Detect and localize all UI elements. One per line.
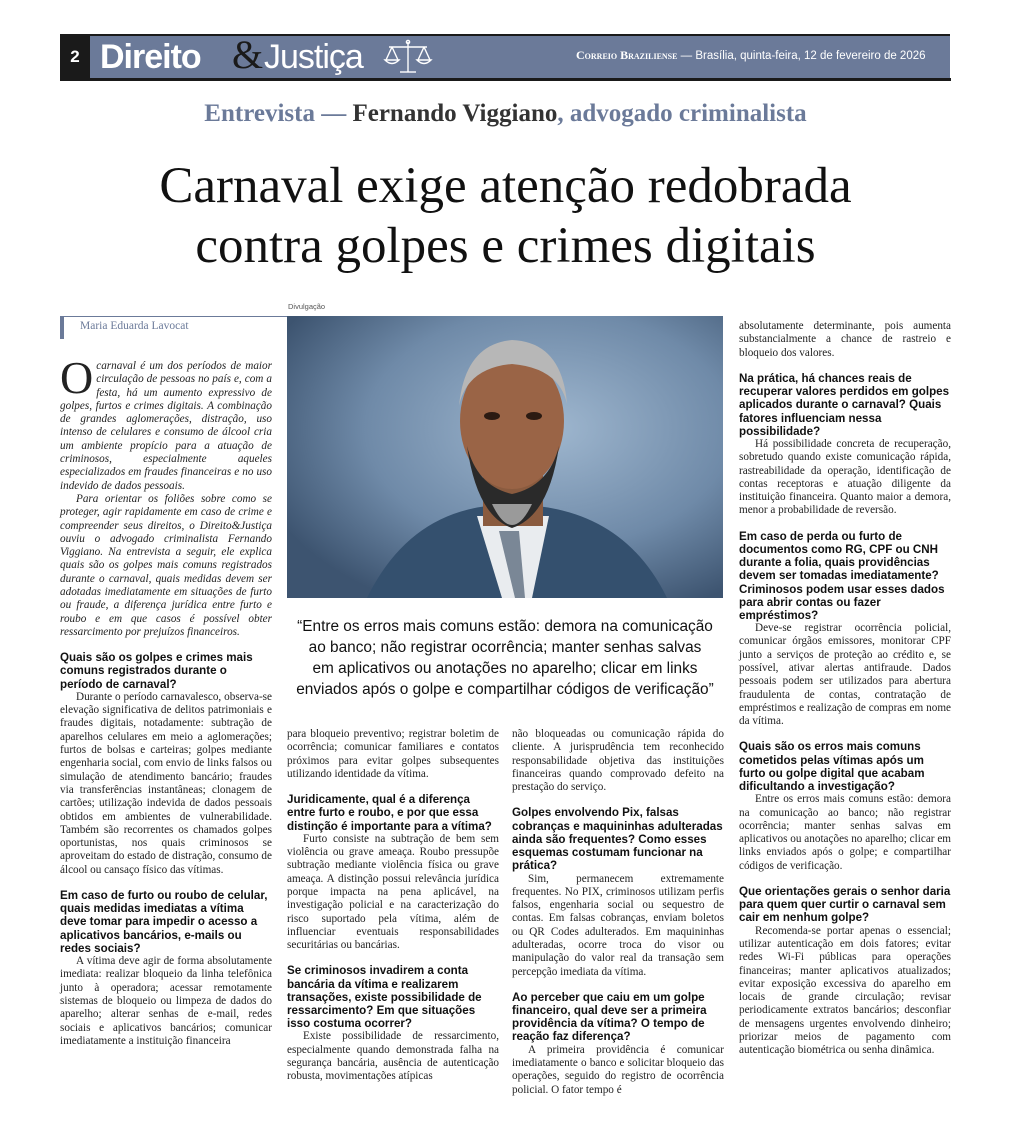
answer-4-continued: não bloqueadas ou comunicação rápida do cliente. A jurisprudência tem reconhecido responsabilidade objetiva das instituições financeiras quando comprovado defeito na prestação do serviço.: [512, 728, 724, 794]
question-7: Na prática, há chances reais de recuperar valores perdidos em golpes aplicados durante o carnaval? Quais fatores influenciam nessa possibilidade?: [739, 371, 950, 438]
intro-paragraph-2: Para orientar os foliões sobre como se proteger, agir rapidamente em caso de crime e compreender seus direitos, o Direito&Justiça ouviu o advogado criminalista Fernando Viggiano. Na entrevista a seguir, ele explica quais são os golpes mais comuns registrados durante o carnaval, quais medidas devem ser adotadas imediatamente em situações de furto ou fraude, a diferença jurídica entre furto e roubo e em que casos é possível obter ressarcimento por prejuízos financeiros.: [60, 492, 272, 638]
pull-quote-line1: “Entre os erros mais comuns estão: demora na comunicação: [297, 618, 713, 635]
intro-paragraph-1: [60, 352, 272, 493]
answer-9: Entre os erros mais comuns estão: demora na comunicação ao banco; não registrar ocorrência; manter senhas salvas em aplicativos ou anotações no aparelho; clicar em links enviados após o golpe; e compartilhar códigos de verificação.: [739, 793, 951, 872]
question-5: Golpes envolvendo Pix, falsas cobranças e maquininhas adulteradas ainda são frequentes? Como esses esquemas costumam funcionar na prática?: [512, 806, 723, 873]
answer-7: Há possibilidade concreta de recuperação, sobretudo quando existe comunicação rápida, rastreabilidade da operação, identificação de contas receptoras e atuação diligente da instituição financeira. Quanto maior a demora, menor a probabilidade de reversão.: [739, 437, 951, 517]
answer-8: Deve-se registrar ocorrência policial, comunicar órgãos emissores, monitorar CPF junto a serviços de proteção ao crédito e, se possível, ativar alertas antifraude. Dados pessoais podem ser utilizados para abertura fraudulenta de contas, contratação de empréstimos e realização de compras em nome da vítima.: [739, 622, 951, 728]
question-6: Ao perceber que caiu em um golpe financeiro, qual deve ser a primeira providência da vítima? O tempo de reação faz diferença?: [512, 990, 707, 1044]
answer-6-continued: absolutamente determinante, pois aumenta substancialmente a chance de rastreio e bloqueio dos valores.: [739, 320, 951, 359]
question-10: Que orientações gerais o senhor daria para quem quer curtir o carnaval sem cair em nenhum golpe?: [739, 885, 951, 925]
answer-6: A primeira providência é comunicar imediatamente o banco e solicitar bloqueio das operações, seguido do registro de ocorrência policial. O fator tempo é: [512, 1043, 724, 1096]
question-3: Juridicamente, qual é a diferença entre furto e roubo, e por que essa distinção é importante para a vítima?: [287, 793, 492, 833]
byline: [60, 316, 289, 339]
masthead-name: Correio Braziliense: [576, 48, 678, 62]
pull-quote-line4: enviados após o golpe e compartilhar códigos de verificação”: [296, 681, 714, 698]
answer-1: Durante o período carnavalesco, observa-se elevação significativa de delitos patrimoniais e fraudes digitais, notadamente: subtração de aparelhos celulares em meio a aglomerações; furtos de bolsas e carteiras; golpes mediante engenharia social, com envio de links falsos ou simulação de atendimento bancário; fraudes via transferências instantâneas; clonagem de cartões; utilização indevida de dados pessoais obtidos em ambientes de vulnerabilidade. Também são recorrentes os chamados golpes oportunistas, nos quais criminosos se aproveitam do estado de distração, consumo de álcool ou cansaço físico das vítimas.: [60, 690, 272, 876]
answer-10: Recomenda-se portar apenas o essencial; utilizar autenticação em dois fatores; evitar redes Wi-Fi públicas para operações financeiras; manter aplicativos atualizados; evitar exposição excessiva do aparelho em locais de grande circulação; revisar periodicamente extratos bancários; desconfiar de mensagens urgentes envolvendo dinheiro; priorizar meios de pagamento com autenticação biométrica ou senha dinâmica.: [739, 924, 951, 1057]
headline: [0, 156, 1011, 276]
answer-2-continued: para bloqueio preventivo; registrar boletim de ocorrência; comunicar familiares e contatos próximos para evitar golpes subsequentes utilizando identidade da vítima.: [287, 728, 499, 780]
column-3: [512, 728, 724, 1097]
question-8: Em caso de perda ou furto de documentos como RG, CPF ou CNH durante a folia, quais providências devem ser tomadas imediatamente? Criminosos podem usar esses dados para abrir contas ou fazer empréstimos?: [739, 529, 945, 622]
byline-author: Maria Eduarda Lavocat: [80, 320, 189, 332]
pull-quote-line3: em aplicativos ou anotações no aparelho; clicar em links: [312, 660, 698, 677]
question-1: Quais são os golpes e crimes mais comuns registrados durante o período de carnaval?: [60, 651, 253, 691]
section-title-ampersand: &: [232, 32, 264, 77]
headline-line1: Carnaval exige atenção redobrada: [159, 158, 852, 214]
question-2: Em caso de furto ou roubo de celular, quais medidas imediatas a vítima deve tomar para impedir o acesso a aplicativos bancários, e-mails ou redes sociais?: [60, 889, 268, 955]
section-title-part1: Direito: [100, 38, 201, 76]
photo-credit: Divulgação: [288, 302, 326, 311]
question-4: Se criminosos invadirem a conta bancária da vítima e realizarem transações, existe possibilidade de ressarcimento? Em que situações isso costuma ocorrer?: [287, 964, 482, 1031]
scales-of-justice-icon: [383, 38, 433, 76]
masthead-dateline: [576, 48, 926, 63]
column-4: [739, 320, 951, 1058]
answer-4: Existe possibilidade de ressarcimento, especialmente quando demonstrada falha na segurança bancária, ausência de autenticação robusta, movimentações atípicas: [287, 1030, 499, 1083]
drop-cap: O: [60, 352, 94, 403]
column-2: [287, 728, 499, 1084]
answer-5: Sim, permanecem extremamente frequentes. No PIX, criminosos utilizam perfis falsos, engenharia social ou sequestro de contas. Em falsas cobranças, enviam boletos ou QR Codes adulterados. Em maquininhas adulteradas, ocorre troca do visor ou manipulação do valor real da transação sem percepção imediata da vítima.: [512, 872, 724, 978]
pull-quote: [287, 616, 723, 700]
kicker-role: , advogado criminalista: [557, 100, 807, 127]
intro-text-1: carnaval é um dos períodos de maior circulação de pessoas no país e, com a festa, há um aumento expressivo de golpes, furtos e crimes digitais. A combinação de grandes aglomerações, distração, uso intenso de celulares e consumo de álcool cria um ambiente propício para a atuação de criminosos, especialmente aqueles especializados em fraudes financeiras e no uso indevido de dados pessoais.: [60, 360, 272, 492]
answer-3: Furto consiste na subtração de bem sem violência ou grave ameaça. Roubo pressupõe subtração mediante violência física ou grave ameaça. A distinção possui relevância jurídica porque impacta na pena aplicável, na investigação policial e na caracterização do risco suportado pela vítima, além de influenciar eventuais responsabilidades securitárias ou bancárias.: [287, 832, 499, 952]
pull-quote-line2: ao banco; não registrar ocorrência; manter senhas salvas: [308, 639, 702, 656]
question-9: Quais são os erros mais comuns cometidos pelas vítimas após um furto ou golpe digital que acabam dificultando a investigação?: [739, 740, 925, 794]
answer-2: A vítima deve agir de forma absolutamente imediata: realizar bloqueio da linha telefônica junto à operadora; acessar remotamente sistemas de bloqueio ou limpeza de dados do aparelho; alterar senhas de e-mail, redes sociais e aplicativos bancários; comunicar imediatamente a instituição financeira: [60, 955, 272, 1047]
interview-kicker: [0, 100, 1011, 128]
kicker-label: Entrevista —: [204, 100, 347, 127]
kicker-name: Fernando Viggiano: [352, 100, 558, 127]
headline-line2: contra golpes e crimes digitais: [195, 218, 816, 274]
masthead-date: — Brasília, quinta-feira, 12 de fevereiro de 2026: [677, 50, 926, 62]
section-title-part2: Justiça: [264, 38, 363, 76]
portrait-photo: [287, 316, 723, 598]
page-number: 2: [60, 34, 90, 80]
column-1: [60, 352, 272, 1048]
